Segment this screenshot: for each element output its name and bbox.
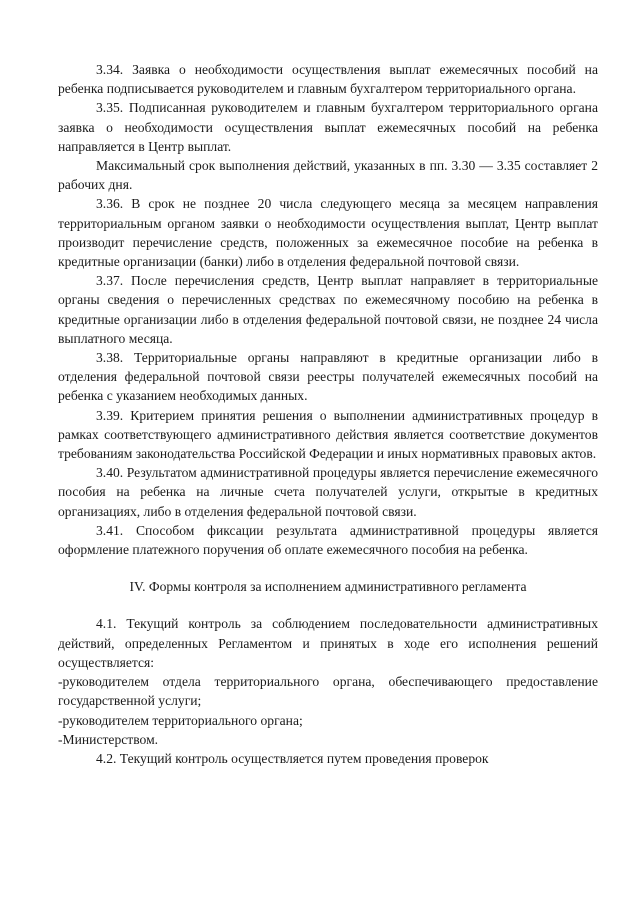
paragraph-3-37: 3.37. После перечисления средств, Центр выплат направляет в территориальные органы сведения о перечисленных средствах по ежемесячному пособию на ребенка в кредитные организации либо в отделения федеральной почтовой связи, не позднее 24 числа выплатного месяца. [58,273,598,346]
paragraph-3-36: 3.36. В срок не позднее 20 числа следующего месяца за месяцем направления территориальным органом заявки о необходимости осуществления выплат, Центр выплат производит перечисление средств, положенных за ежемесячное пособие на ребенка в кредитные организации (банки) либо в отделения федеральной почтовой связи. [58,196,598,270]
paragraph-3-41: 3.41. Способом фиксации результата административной процедуры является оформление платежного поручения об оплате ежемесячного пособия на ребенка. [58,522,598,558]
paragraph-3-38: 3.38. Территориальные органы направляют в кредитные организации либо в отделения федеральной почтовой связи реестры получателей ежемесячных пособий на ребенка с указанием необходимых данных. [58,350,598,404]
paragraph-3-40: 3.40. Результатом административной процедуры является перечисление ежемесячного пособия на ребенка на личные счета получателей услуги, открытые в кредитных организациях, либо в отделения федеральной почтовой связи. [58,465,598,519]
document-body [58,60,598,768]
list-item: -руководителем отдела территориального органа, обеспечивающего предоставление государственной услуги; [58,674,598,709]
list-item: -Министерством. [58,731,159,747]
paragraph-max-term: Максимальный срок выполнения действий, указанных в пп. 3.30 — 3.35 составляет 2 рабочих дня. [58,158,598,193]
list-item: -руководителем территориального органа; [58,712,303,728]
paragraph-4-1: 4.1. Текущий контроль за соблюдением последовательности административных действий, определенных Регламентом и принятых в ходе его исполнения решений осуществляется: [58,616,598,670]
paragraph-3-35: 3.35. Подписанная руководителем и главным бухгалтером территориального органа заявка о необходимости осуществления выплат ежемесячных пособий на ребенка направляется в Центр выплат. [58,100,598,154]
paragraph-3-39: 3.39. Критерием принятия решения о выполнении административных процедур в рамках соответствующего административного действия является соответствие документов требованиям законодательства Российской Федерации и иных нормативных правовых актов. [58,407,598,462]
paragraph-4-2: 4.2. Текущий контроль осуществляется путем проведения проверок [96,750,489,766]
section-heading: IV. Формы контроля за исполнением административного регламента [129,579,527,595]
paragraph-3-34: 3.34. Заявка о необходимости осуществления выплат ежемесячных пособий на ребенка подписывается руководителем и главным бухгалтером территориального органа. [58,62,598,97]
